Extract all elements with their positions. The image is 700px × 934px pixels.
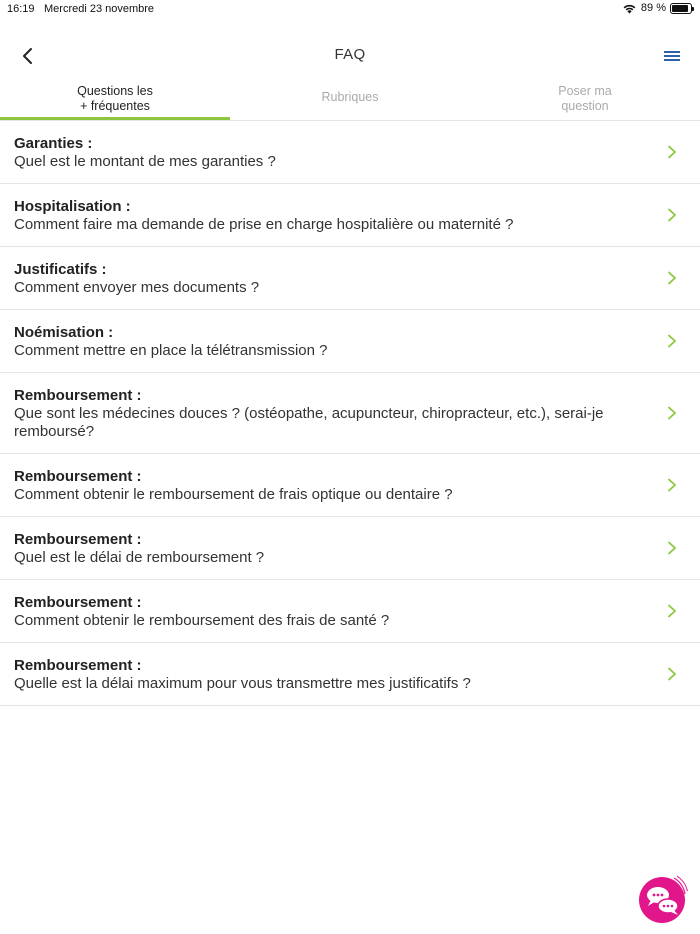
battery-icon — [670, 3, 692, 14]
status-right — [622, 2, 692, 14]
faq-category: Noémisation : — [14, 324, 114, 341]
faq-question: Comment mettre en place la télétransmission ? — [14, 342, 328, 359]
chevron-right-icon — [666, 541, 678, 555]
faq-list — [0, 121, 700, 706]
faq-item[interactable] — [0, 580, 700, 643]
faq-item[interactable] — [0, 247, 700, 310]
battery-percent: 89 % — [640, 2, 666, 14]
faq-item[interactable] — [0, 373, 700, 454]
chevron-right-icon — [666, 478, 678, 492]
nav-bar — [0, 38, 700, 74]
tab-ask-question[interactable]: Poser ma question — [558, 84, 612, 113]
faq-item[interactable] — [0, 310, 700, 373]
faq-question: Quel est le délai de remboursement ? — [14, 549, 265, 566]
chevron-right-icon — [666, 406, 678, 420]
faq-question: Comment envoyer mes documents ? — [14, 279, 260, 296]
status-time: 16:19 — [7, 3, 35, 15]
wifi-icon — [622, 3, 637, 14]
faq-category: Garanties : — [14, 135, 93, 152]
faq-category: Hospitalisation : — [14, 198, 131, 215]
page-title: FAQ — [334, 46, 366, 63]
faq-item[interactable] — [0, 643, 700, 706]
faq-item[interactable] — [0, 517, 700, 580]
tab-topics[interactable]: Rubriques — [321, 90, 379, 104]
faq-question: Quel est le montant de mes garanties ? — [14, 153, 276, 170]
faq-question: Que sont les médecines douces ? (ostéopathe, acupuncteur, chiropracteur, etc.), serai-je remboursé? — [14, 405, 604, 440]
faq-category: Remboursement : — [14, 468, 142, 485]
faq-question: Comment obtenir le remboursement de frais optique ou dentaire ? — [14, 486, 453, 503]
chevron-right-icon — [666, 208, 678, 222]
faq-category: Remboursement : — [14, 594, 142, 611]
status-bar — [0, 0, 700, 20]
faq-category: Remboursement : — [14, 531, 142, 548]
tab-bar — [0, 80, 700, 121]
faq-question: Comment faire ma demande de prise en charge hospitalière ou maternité ? — [14, 216, 514, 233]
chevron-right-icon — [666, 334, 678, 348]
active-tab-indicator — [0, 117, 230, 120]
faq-item[interactable] — [0, 184, 700, 247]
faq-category: Justificatifs : — [14, 261, 107, 278]
tab-frequent-questions[interactable]: Questions les + fréquentes — [77, 84, 153, 113]
battery-fill — [672, 5, 688, 12]
chevron-right-icon — [666, 271, 678, 285]
faq-category: Remboursement : — [14, 387, 142, 404]
chevron-right-icon — [666, 145, 678, 159]
hamburger-menu-icon[interactable] — [662, 48, 682, 64]
chat-bubbles-icon[interactable] — [638, 874, 688, 924]
status-date: Mercredi 23 novembre — [44, 3, 155, 15]
faq-item[interactable] — [0, 454, 700, 517]
faq-question: Comment obtenir le remboursement des frais de santé ? — [14, 612, 390, 629]
chevron-right-icon — [666, 604, 678, 618]
faq-question: Quelle est la délai maximum pour vous transmettre mes justificatifs ? — [14, 675, 471, 692]
faq-item[interactable] — [0, 121, 700, 184]
chevron-right-icon — [666, 667, 678, 681]
faq-category: Remboursement : — [14, 657, 142, 674]
